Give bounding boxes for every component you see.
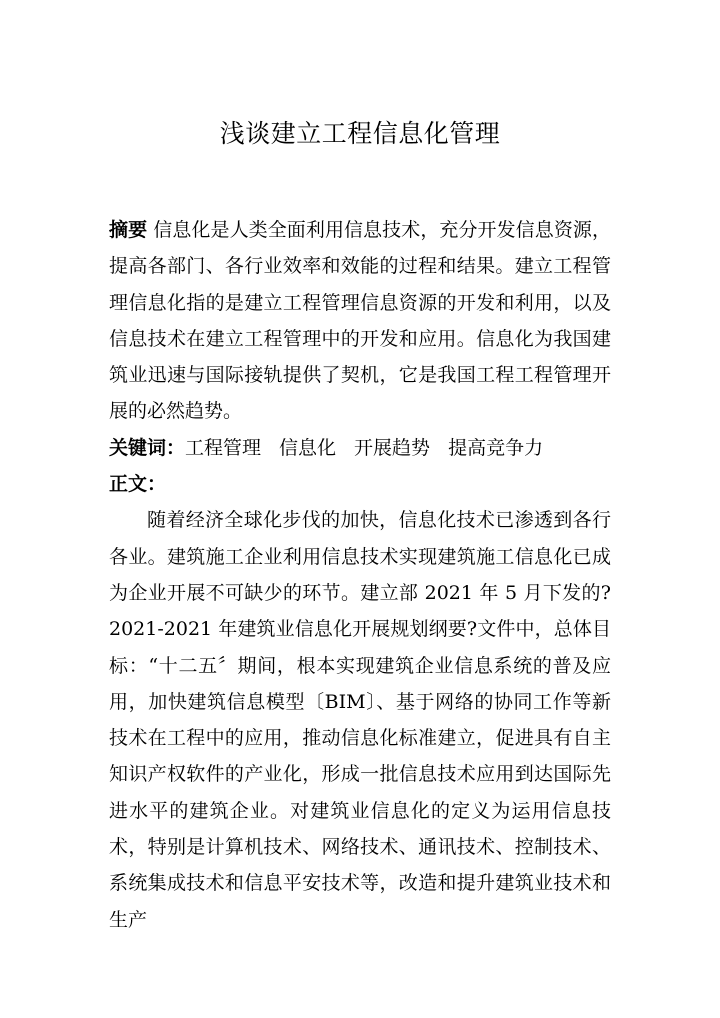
document-body xyxy=(109,212,611,938)
keywords-line xyxy=(109,430,611,466)
abstract-text: 信息化是人类全面利用信息技术，充分开发信息资源，提高各部门、各行业效率和效能的过程和结果。建立工程管理信息化指的是建立工程管理信息资源的开发和利用，以及信息技术在建立工程管理中的开发和应用。信息化为我国建筑业迅速与国际接轨提供了契机，它是我国工程工程管理开展的必然趋势。 xyxy=(109,219,611,423)
document-title: 浅谈建立工程信息化管理 xyxy=(219,119,501,148)
keyword-item: 提高竞争力 xyxy=(448,436,544,459)
keyword-item: 信息化 xyxy=(279,436,337,459)
abstract-paragraph xyxy=(109,212,611,430)
body-heading xyxy=(109,466,611,502)
abstract-label: 摘要 xyxy=(109,219,148,241)
body-label: 正文： xyxy=(109,473,167,496)
keyword-item: 工程管理 xyxy=(185,436,262,459)
keyword-item: 开展趋势 xyxy=(354,436,431,459)
keywords-label: 关键词： xyxy=(109,436,186,459)
body-paragraph: 随着经济全球化步伐的加快，信息化技术已渗透到各行各业。建筑施工企业利用信息技术实现建筑施工信息化已成为企业开展不可缺少的环节。建立部 2021 年 5 月下发的?2021-2021 年建筑业信息化开展规划纲要?文件中，总体目标：“十二五〞期间，根本实现建筑企业信息系统的普及应用，加快建筑信息模型〔BIM〕、基于网络的协同工作等新技术在工程中的应用，推动信息化标准建立，促进具有自主知识产权软件的产业化，形成一批信息技术应用到达国际先进水平的建筑企业。对建筑业信息化的定义为运用信息技术，特别是计算机技术、网络技术、通讯技术、控制技术、系统集成技术和信息平安技术等，改造和提升建筑业技术和生产 xyxy=(109,509,611,931)
